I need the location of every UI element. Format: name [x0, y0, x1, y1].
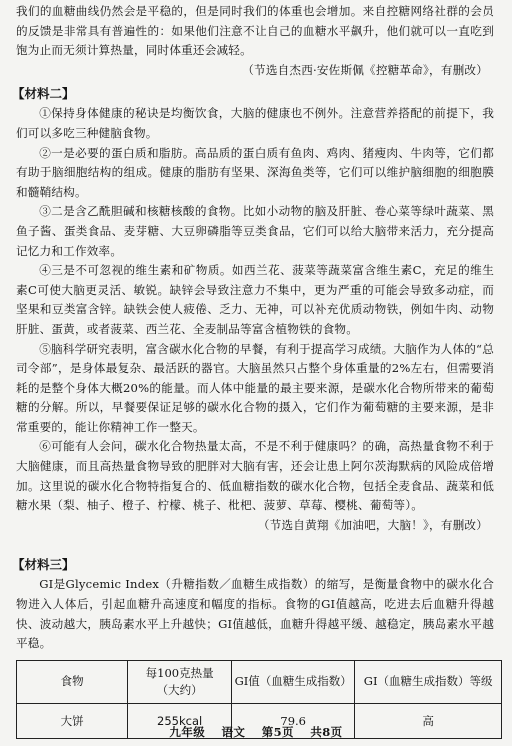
table-cell-gi: 79.6: [232, 703, 355, 738]
material2-paragraph-3: ③二是含乙酰胆碱和核糖核酸的食物。比如小动物的脑及肝脏、卷心菜等绿叶蔬菜、黑鱼子酱、蛋类食品、麦芽糖、大豆卵磷脂等豆类食品，它们可以给大脑带来活力，充分提高记忆力和工作效率。: [16, 204, 494, 258]
footer-subject: 语文: [221, 725, 246, 739]
intro-paragraph: 我们的血糖曲线仍然会是平稳的，但是同时我们的体重也会增加。来自控糖网络社群的会员的反馈是非常具有普遍性的：如果他们注意不让自己的血糖水平飙升，他们就可以一直吃到饱为止而无须计算热量，同时体重还会减轻。: [16, 4, 494, 58]
table-header-calories-line2: （大约）: [156, 682, 203, 697]
page-footer: [0, 724, 512, 740]
footer-grade: 九年级: [169, 725, 206, 739]
table-cell-calories: 255kcal: [128, 703, 232, 738]
table-cell-food: 大饼: [17, 703, 128, 738]
footer-total: 共8页: [310, 725, 343, 739]
table-header-calories: [128, 660, 232, 703]
material2-source: （节选自黄翔《加油吧，大脑！》，有删改）: [257, 517, 488, 532]
material2-paragraph-6: ⑥可能有人会问，碳水化合物热量太高，不是不利于健康吗？的确，高热量食物不利于大脑健康，而且高热量食物导致的肥胖对大脑有害，还会让患上阿尔茨海默病的风险成倍增加。这里说的碳水化合物特指复合的、低血糖指数的碳水化合物，包括全麦食品、蔬菜和低糖水果（梨、柚子、橙子、柠檬、桃子、枇杷、菠萝、草莓、樱桃、葡萄等）。: [16, 439, 494, 513]
material2-heading: 【材料二】: [12, 86, 75, 102]
material2-paragraph-4: ④三是不可忽视的维生素和矿物质。如西兰花、菠菜等蔬菜富含维生素C，充足的维生素C可使大脑更灵活、敏锐。缺锌会导致注意力不集中，更为严重的可能会导致多动症，而坚果和豆类富含锌。缺铁会使人疲倦、乏力、无神，可以补充优质动物铁，例如牛肉、动物肝脏、蛋黄，或者菠菜、西兰花、全麦制品等富含植物铁的食物。: [16, 263, 494, 336]
table-header-gi: GI值（血糖生成指数）: [232, 660, 355, 703]
material2-paragraph-5: ⑤脑科学研究表明，富含碳水化合物的早餐，有利于提高学习成绩。大脑作为人体的“总司令部”，是身体最复杂、最活跃的器官。大脑虽然只占整个身体重量的2%左右，但需要消耗的是整个身体大概20%的能量。而人体中能量的最主要来源，是碳水化合物所带来的葡萄糖的分解。所以，早餐要保证足够的碳水化合物的摄入，它们作为葡萄糖的主要来源，是非常重要的，能让你精神工作一整天。: [16, 341, 494, 434]
table-header-gi-level: GI（血糖生成指数）等级: [355, 660, 502, 703]
material3-heading: 【材料三】: [12, 557, 75, 573]
intro-source: （节选自杰西·安佐斯佩《控糖革命》，有删改）: [242, 62, 488, 77]
material3-paragraph: GI是Glycemic Index（升糖指数／血糖生成指数）的缩写，是衡量食物中的碳水化合物进入人体后，引起血糖升高速度和幅度的指标。食物的GI值越高，吃进去后血糖升得越快、波动越大，胰岛素水平上升越快；GI值越低，血糖升得越平缓、越稳定，胰岛素水平越平稳。: [16, 577, 494, 651]
table-header-food: 食物: [17, 660, 128, 703]
material2-paragraph-1: ①保持身体健康的秘诀是均衡饮食，大脑的健康也不例外。注意营养搭配的前提下，我们可以多吃三种健脑食物。: [16, 106, 494, 140]
table-header-calories-line1: 每100克热量: [145, 665, 214, 680]
material2-paragraph-2: ②一是必要的蛋白质和脂肪。高品质的蛋白质有鱼肉、鸡肉、猪瘦肉、牛肉等，它们都有助于脑细胞结构的组成。健康的脂肪有坚果、深海鱼类等，它们可以维护脑细胞的细胞膜和髓鞘结构。: [16, 145, 494, 199]
table-cell-level: 高: [355, 703, 502, 738]
gi-table-header-row: [17, 660, 502, 703]
footer-page: 第5页: [261, 725, 294, 739]
